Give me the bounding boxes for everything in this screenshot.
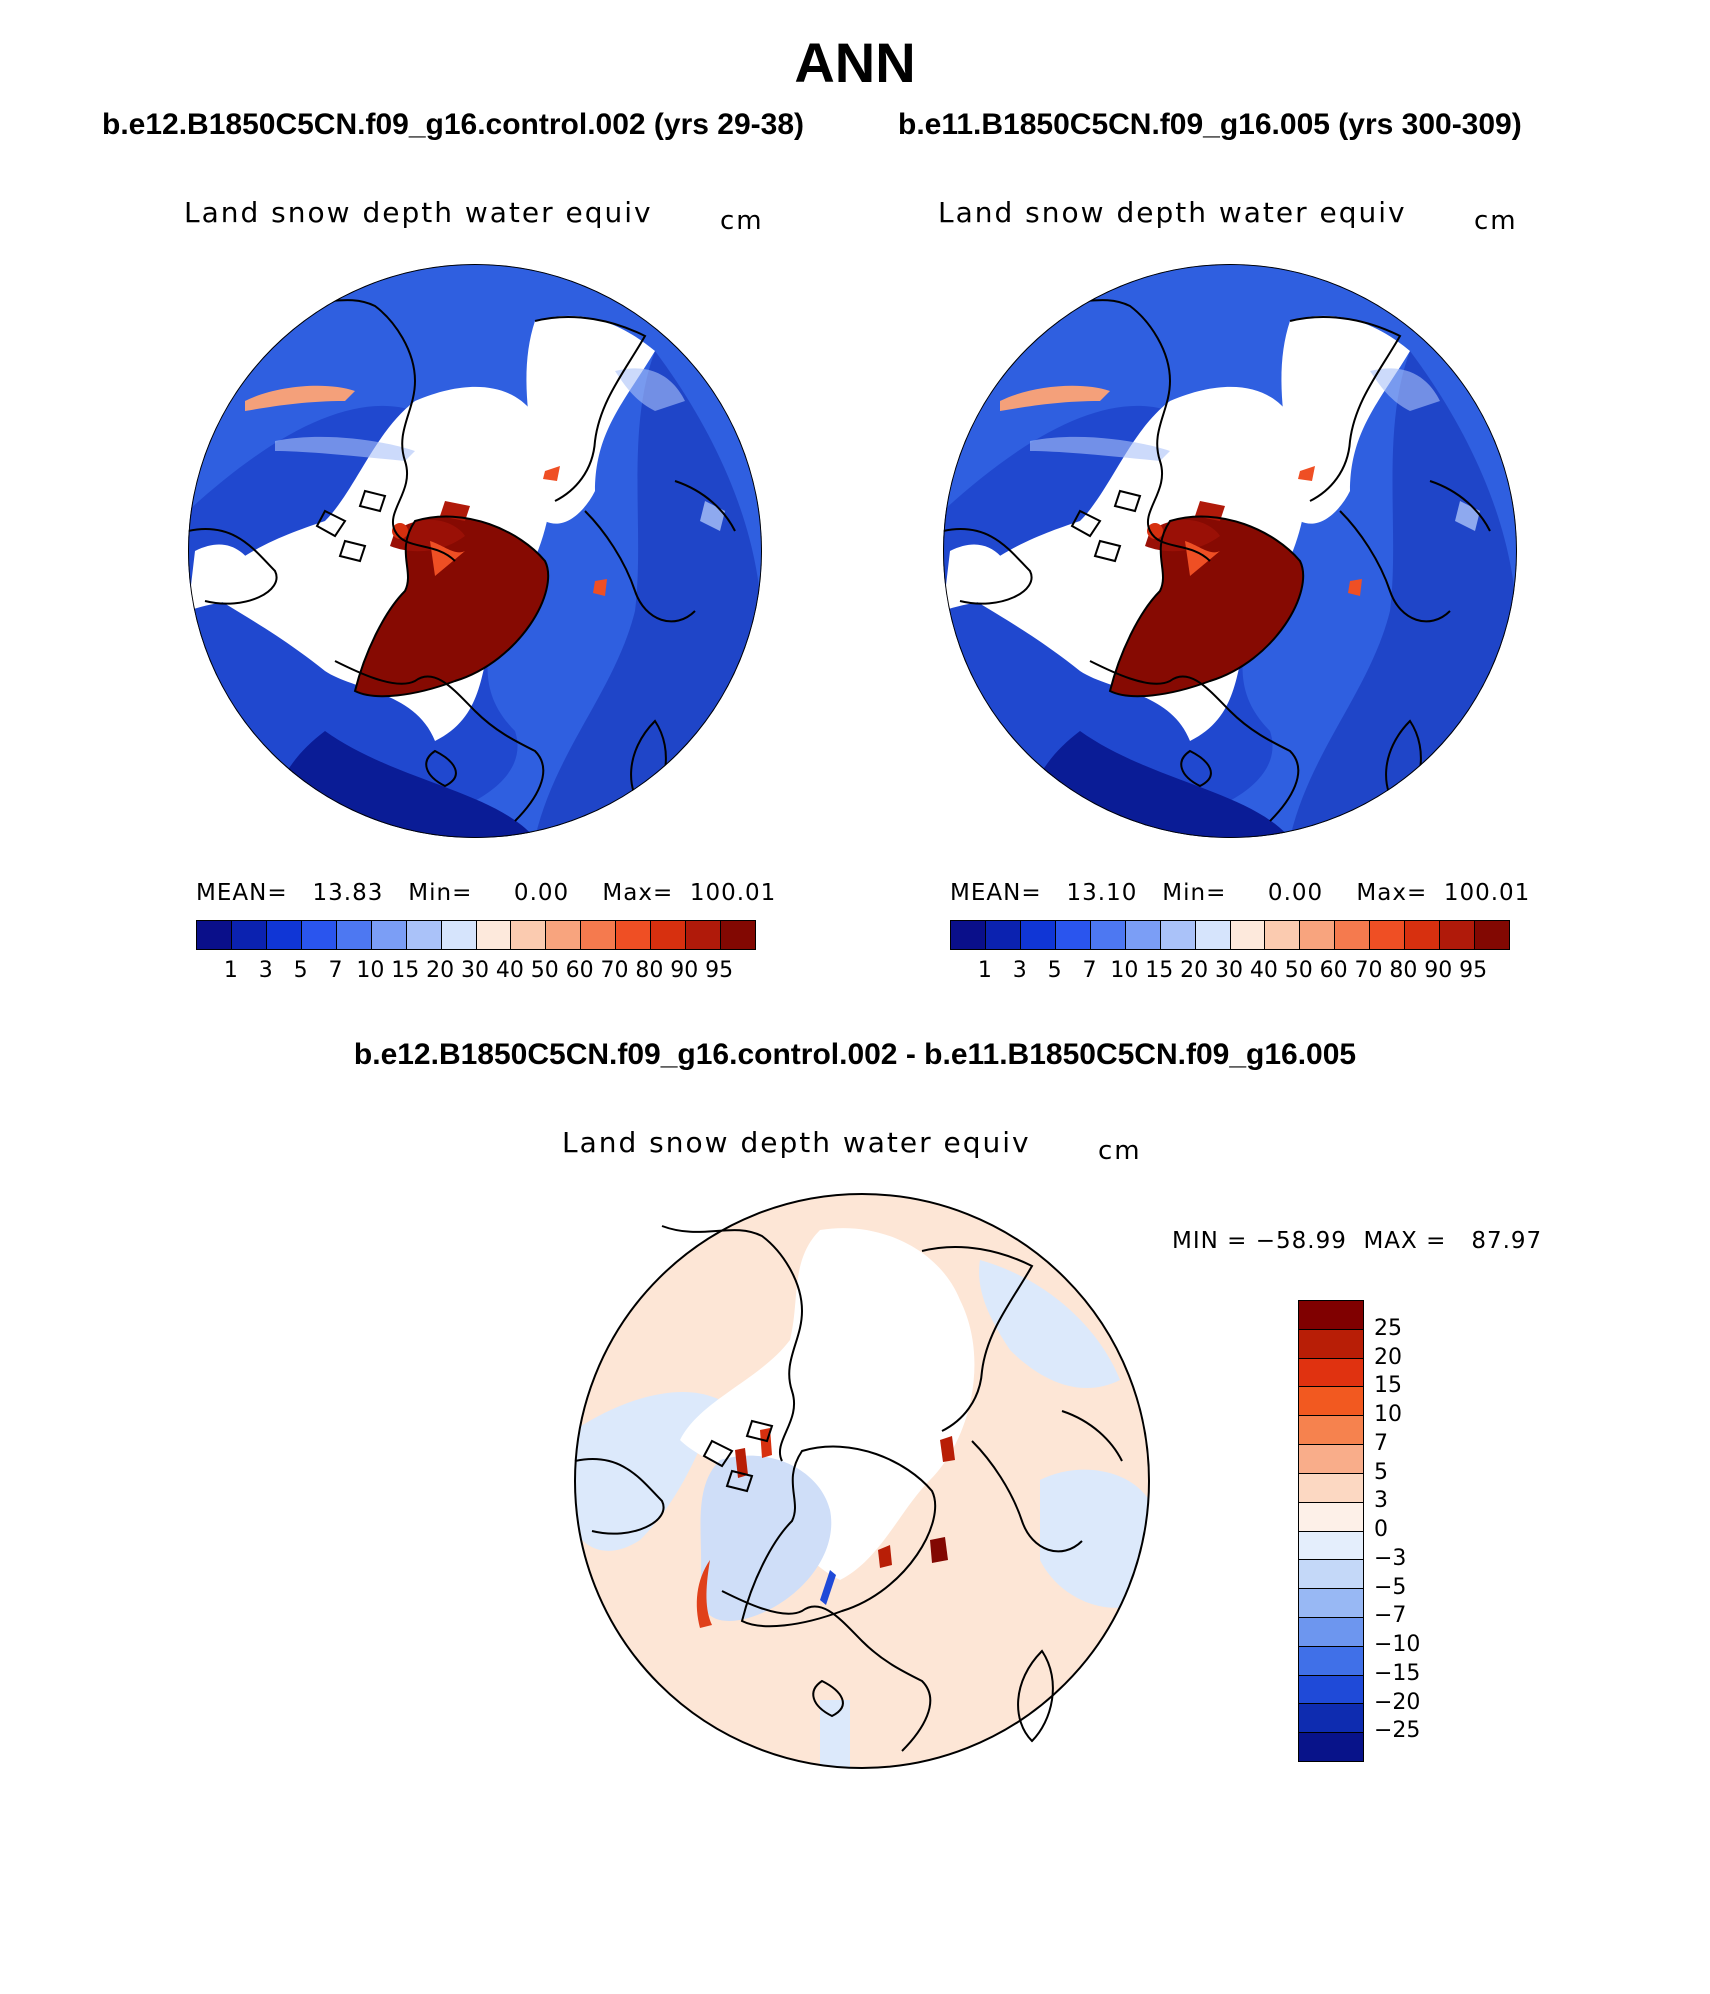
- right-colorbar: [950, 920, 1510, 950]
- colorbar-tick-label: 20: [1374, 1344, 1402, 1370]
- colorbar-tick-label: 1: [977, 958, 992, 983]
- colorbar-swatch: [1299, 1704, 1363, 1733]
- page-title: ANN: [794, 31, 916, 94]
- colorbar-tick-label: 40: [1249, 958, 1278, 983]
- colorbar-tick-label: 20: [1180, 958, 1209, 983]
- colorbar-swatch: [986, 921, 1021, 949]
- colorbar-swatch: [1265, 921, 1300, 949]
- colorbar-tick-label: 70: [600, 958, 629, 983]
- colorbar-tick-label: −15: [1374, 1660, 1421, 1686]
- colorbar-swatch: [1056, 921, 1091, 949]
- left-case-title: b.e12.B1850C5CN.f09_g16.control.002 (yrs 29-38): [102, 108, 805, 141]
- colorbar-swatch: [197, 921, 232, 949]
- left-map-field: [188, 264, 762, 838]
- diff-title: b.e12.B1850C5CN.f09_g16.control.002 - b.e11.B1850C5CN.f09_g16.005: [353, 1038, 1357, 1071]
- colorbar-tick-label: 15: [391, 958, 420, 983]
- colorbar-swatch: [1021, 921, 1056, 949]
- colorbar-swatch: [1405, 921, 1440, 949]
- colorbar-tick-label: 0: [1374, 1517, 1388, 1542]
- colorbar-swatch: [407, 921, 442, 949]
- colorbar-swatch: [651, 921, 686, 949]
- colorbar-swatch: [511, 921, 546, 949]
- right-variable-label: Land snow depth water equiv: [938, 196, 1407, 229]
- colorbar-tick-label: 90: [1424, 958, 1453, 983]
- colorbar-swatch: [1299, 1330, 1363, 1359]
- colorbar-swatch: [721, 921, 755, 949]
- colorbar-tick-label: 3: [258, 958, 273, 983]
- colorbar-tick-label: 5: [1374, 1459, 1388, 1485]
- colorbar-swatch: [1475, 921, 1509, 949]
- colorbar-swatch: [1196, 921, 1231, 949]
- colorbar-tick-label: 5: [293, 958, 308, 983]
- right-units-label: cm: [1474, 206, 1518, 236]
- left-colorbar-ticks: [196, 958, 754, 988]
- diff-colorbar: [1298, 1300, 1364, 1762]
- colorbar-tick-label: 15: [1145, 958, 1174, 983]
- colorbar-swatch: [1299, 1618, 1363, 1647]
- colorbar-tick-label: 10: [356, 958, 385, 983]
- colorbar-swatch: [1299, 1532, 1363, 1561]
- colorbar-swatch: [1299, 1474, 1363, 1503]
- colorbar-swatch: [1440, 921, 1475, 949]
- colorbar-swatch: [1299, 1503, 1363, 1532]
- colorbar-tick-label: 30: [461, 958, 489, 983]
- colorbar-swatch: [337, 921, 372, 949]
- colorbar-swatch: [1299, 1359, 1363, 1388]
- colorbar-swatch: [1370, 921, 1405, 949]
- colorbar-tick-label: 15: [1374, 1373, 1402, 1399]
- colorbar-tick-label: 3: [1012, 958, 1027, 983]
- colorbar-tick-label: −10: [1374, 1632, 1421, 1657]
- diff-variable-label: Land snow depth water equiv: [562, 1126, 1031, 1159]
- colorbar-swatch: [581, 921, 616, 949]
- colorbar-swatch: [1299, 1560, 1363, 1589]
- colorbar-tick-label: −7: [1374, 1603, 1407, 1629]
- colorbar-tick-label: 80: [635, 958, 664, 983]
- left-colorbar: [196, 920, 756, 950]
- left-units-label: cm: [720, 206, 764, 236]
- colorbar-tick-label: 80: [1389, 958, 1418, 983]
- colorbar-tick-label: 70: [1354, 958, 1383, 983]
- colorbar-tick-label: 25: [1374, 1315, 1402, 1341]
- colorbar-tick-label: 20: [426, 958, 455, 983]
- colorbar-swatch: [1300, 921, 1335, 949]
- colorbar-tick-label: 95: [705, 958, 734, 983]
- colorbar-swatch: [1299, 1416, 1363, 1445]
- right-map-field: [943, 264, 1517, 838]
- colorbar-tick-label: 95: [1459, 958, 1488, 983]
- right-colorbar-ticks: [950, 958, 1508, 988]
- right-stats: MEAN= 13.10 Min= 0.00 Max= 100.01: [950, 880, 1531, 906]
- colorbar-tick-label: 7: [1082, 958, 1097, 983]
- colorbar-tick-label: 90: [670, 958, 699, 983]
- colorbar-tick-label: 60: [1319, 958, 1348, 983]
- left-stats: MEAN= 13.83 Min= 0.00 Max= 100.01: [196, 880, 777, 906]
- diff-stats: MIN = −58.99 MAX = 87.97: [1172, 1228, 1543, 1254]
- colorbar-tick-label: 7: [328, 958, 343, 983]
- colorbar-tick-label: 5: [1047, 958, 1062, 983]
- diff-colorbar-ticks: [1374, 1300, 1454, 1760]
- colorbar-tick-label: −25: [1374, 1718, 1421, 1744]
- colorbar-tick-label: 7: [1374, 1430, 1388, 1456]
- colorbar-tick-label: 10: [1374, 1402, 1402, 1427]
- colorbar-swatch: [232, 921, 267, 949]
- colorbar-swatch: [267, 921, 302, 949]
- colorbar-tick-label: 40: [495, 958, 524, 983]
- colorbar-swatch: [951, 921, 986, 949]
- colorbar-tick-label: 10: [1110, 958, 1139, 983]
- colorbar-swatch: [442, 921, 477, 949]
- colorbar-swatch: [1299, 1647, 1363, 1676]
- colorbar-swatch: [1126, 921, 1161, 949]
- left-variable-label: Land snow depth water equiv: [184, 196, 653, 229]
- colorbar-swatch: [1161, 921, 1196, 949]
- colorbar-swatch: [477, 921, 512, 949]
- colorbar-tick-label: 1: [223, 958, 238, 983]
- colorbar-swatch: [1299, 1589, 1363, 1618]
- colorbar-swatch: [546, 921, 581, 949]
- colorbar-swatch: [1231, 921, 1266, 949]
- colorbar-tick-label: −5: [1374, 1574, 1407, 1600]
- colorbar-swatch: [1335, 921, 1370, 949]
- colorbar-tick-label: −3: [1374, 1545, 1407, 1571]
- diff-polar-map: [575, 1194, 1149, 1768]
- diff-units-label: cm: [1098, 1136, 1142, 1166]
- colorbar-swatch: [372, 921, 407, 949]
- right-case-title: b.e11.B1850C5CN.f09_g16.005 (yrs 300-309): [898, 108, 1522, 141]
- colorbar-tick-label: 50: [530, 958, 559, 983]
- colorbar-tick-label: 60: [565, 958, 594, 983]
- colorbar-tick-label: −20: [1374, 1689, 1421, 1715]
- colorbar-swatch: [1299, 1733, 1363, 1761]
- colorbar-swatch: [686, 921, 721, 949]
- colorbar-swatch: [302, 921, 337, 949]
- colorbar-swatch: [1299, 1445, 1363, 1474]
- colorbar-tick-label: 30: [1215, 958, 1243, 983]
- colorbar-swatch: [1299, 1387, 1363, 1416]
- colorbar-swatch: [1299, 1301, 1363, 1330]
- colorbar-tick-label: 3: [1374, 1488, 1388, 1514]
- colorbar-swatch: [1299, 1676, 1363, 1705]
- colorbar-swatch: [1091, 921, 1126, 949]
- colorbar-swatch: [616, 921, 651, 949]
- colorbar-tick-label: 50: [1284, 958, 1313, 983]
